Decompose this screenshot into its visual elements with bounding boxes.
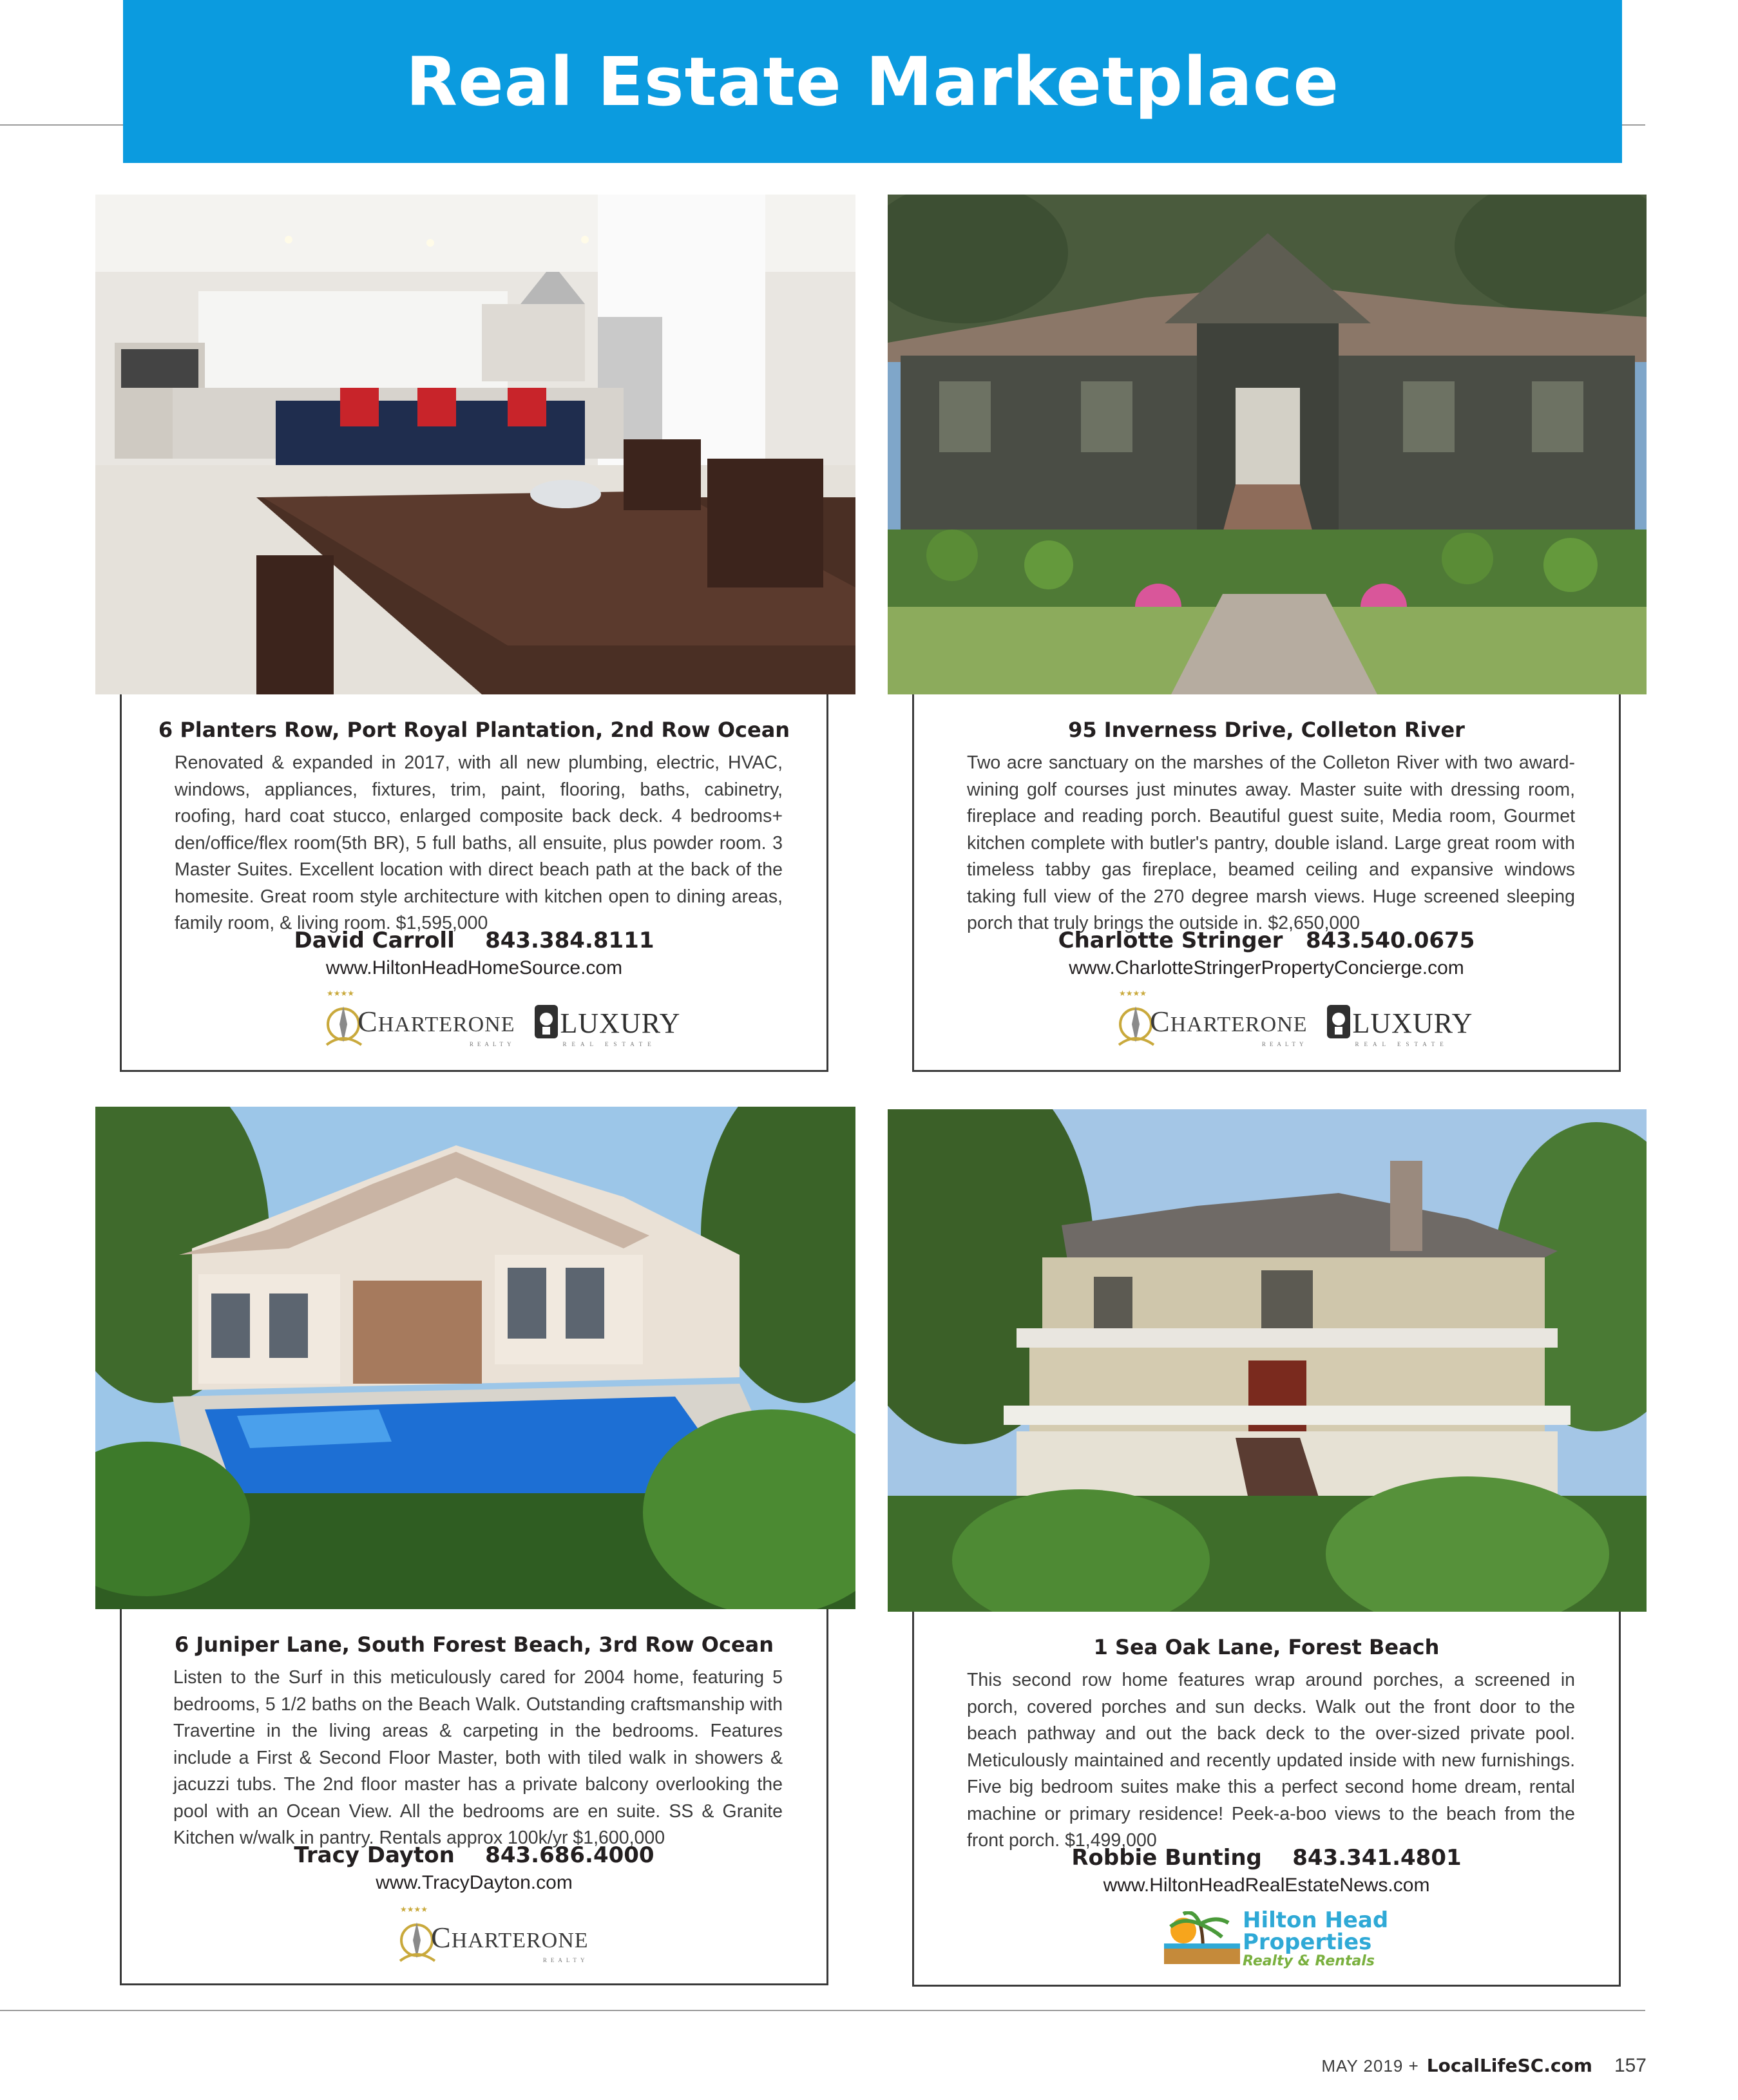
listing-title: 95 Inverness Drive, Colleton River [1068,718,1465,742]
bottom-rule [0,2010,1645,2011]
charter-word: HARTERONE [451,1929,589,1952]
listing-photo-kitchen [95,195,855,694]
page-title: Real Estate Marketplace [406,42,1339,121]
svg-text:★★★★: ★★★★ [327,989,355,998]
charter-sub: REALTY [469,1041,515,1047]
charterone-logo [1116,987,1308,1049]
luxury-word: LUXURY [560,1007,681,1039]
luxury-sub: REAL ESTATE [1355,1041,1449,1047]
palm-tree-sun-icon [1158,1911,1246,1967]
publication-site[interactable]: LocalLifeSC.com [1426,2055,1592,2076]
listing-card-2 [912,694,1621,1072]
charterone-logo [324,987,515,1049]
luxury-lion-icon [533,1004,559,1040]
charter-sub: REALTY [1261,1041,1308,1047]
charter-initial: C [358,1005,378,1038]
luxury-word: LUXURY [1352,1007,1473,1039]
section-banner [123,0,1622,163]
listing-card-4 [912,1612,1621,1987]
brokerage-logos [397,1903,589,1965]
agent-website[interactable]: www.CharlotteStringerPropertyConcierge.com [1069,957,1464,978]
listing-photo-craftsman-house [888,195,1647,694]
agent-website[interactable]: www.HiltonHeadHomeSource.com [325,957,623,978]
hilton-head-properties-logo [1158,1909,1388,1969]
agent-contact: David Carroll 843.384.8111 [294,928,654,953]
svg-text:★★★★: ★★★★ [1119,989,1147,998]
page-number: 157 [1614,2055,1647,2076]
luxury-logo [533,1004,681,1047]
charter-initial: C [1150,1005,1170,1038]
listing-card-3 [120,1609,828,1985]
listing-title: 1 Sea Oak Lane, Forest Beach [1093,1635,1440,1659]
charter-sub: REALTY [542,1957,589,1963]
listing-photo-beach-house [888,1109,1647,1612]
luxury-logo [1326,1004,1473,1047]
luxury-sub: REAL ESTATE [562,1041,656,1047]
page-footer [1321,2055,1647,2077]
agent-contact: Charlotte Stringer 843.540.0675 [1058,928,1475,953]
listing-description: Renovated & expanded in 2017, with all new plumbing, electric, HVAC, windows, appliances, fixtures, trim, paint, flooring, baths, cabinetry, roofing, hard coat stucco, enlarged composite back deck. 4 bedrooms+ den/office/flex room(5th BR), 5 full baths, all ensuite, plus powder room. 3 Master Suites. Excellent location with direct beach path at the back of the homesite. Great room style architecture with kitchen open to dining areas, family room, & living room. $1,595,000 [175,752,783,933]
brokerage-logos [324,987,680,1049]
listing-photo-pool-house [95,1107,855,1609]
agent-website[interactable]: www.HiltonHeadRealEstateNews.com [1103,1875,1430,1896]
listing-title: 6 Planters Row, Port Royal Plantation, 2nd Row Ocean [158,718,790,742]
agent-contact: Tracy Dayton 843.686.4000 [294,1842,654,1868]
charter-word: HARTERONE [1170,1013,1308,1036]
luxury-lion-icon [1326,1004,1351,1040]
agent-website[interactable]: www.TracyDayton.com [376,1872,573,1893]
hhp-line1: Hilton Head [1243,1907,1389,1933]
listing-description: This second row home features wrap around porches, a screened in porch, covered porches and sun decks. Walk out the front door to the beach pathway and out the back deck to the over-sized private pool. Meticulously maintained and recently updated inside with new furnishings. Five big bedroom suites make this a perfect second home dream, rental machine or primary residence! Peek-a-boo views to the beach from the front porch. $1,499,000 [967,1670,1575,1851]
hhp-line2: Properties [1243,1929,1372,1955]
hhp-line3: Realty & Rentals [1243,1953,1375,1969]
listing-description: Two acre sanctuary on the marshes of the Colleton River with two award-wining golf courses just minutes away. Master suite with dressing room, fireplace and reading porch. Beautiful guest suite, Media room, Gourmet kitchen complete with butler's pantry, double island. Large great room with timeless tabby gas fireplace, beamed ceiling and expansive windows taking full view of the 270 degree marsh views. Huge screened sleeping porch that truly brings the outside in. $2,650,000 [967,752,1575,933]
listing-title: 6 Juniper Lane, South Forest Beach, 3rd Row Ocean [174,1632,774,1657]
listing-description: Listen to the Surf in this meticulously cared for 2004 home, featuring 5 bedrooms, 5 1/2 baths on the Beach Walk. Outstanding craftsmanship with Travertine in the living areas & carpeting in the bedrooms. Features include a First & Second Floor Master, both with tiled walk in showers & jacuzzi tubs. The 2nd floor master has a private balcony overlooking the pool with an Ocean View. All the bedrooms are en suite. SS & Granite Kitchen w/walk in pantry. Rentals approx 100k/yr $1,600,000 [173,1667,783,1848]
charterone-logo [397,1903,589,1965]
listing-card-1 [120,694,828,1072]
issue-date: MAY 2019 + [1321,2056,1419,2076]
brokerage-logos [1116,987,1473,1049]
charter-word: HARTERONE [377,1013,515,1036]
svg-text:★★★★: ★★★★ [400,1905,428,1914]
charter-initial: C [431,1921,452,1954]
agent-contact: Robbie Bunting 843.341.4801 [1071,1845,1462,1871]
